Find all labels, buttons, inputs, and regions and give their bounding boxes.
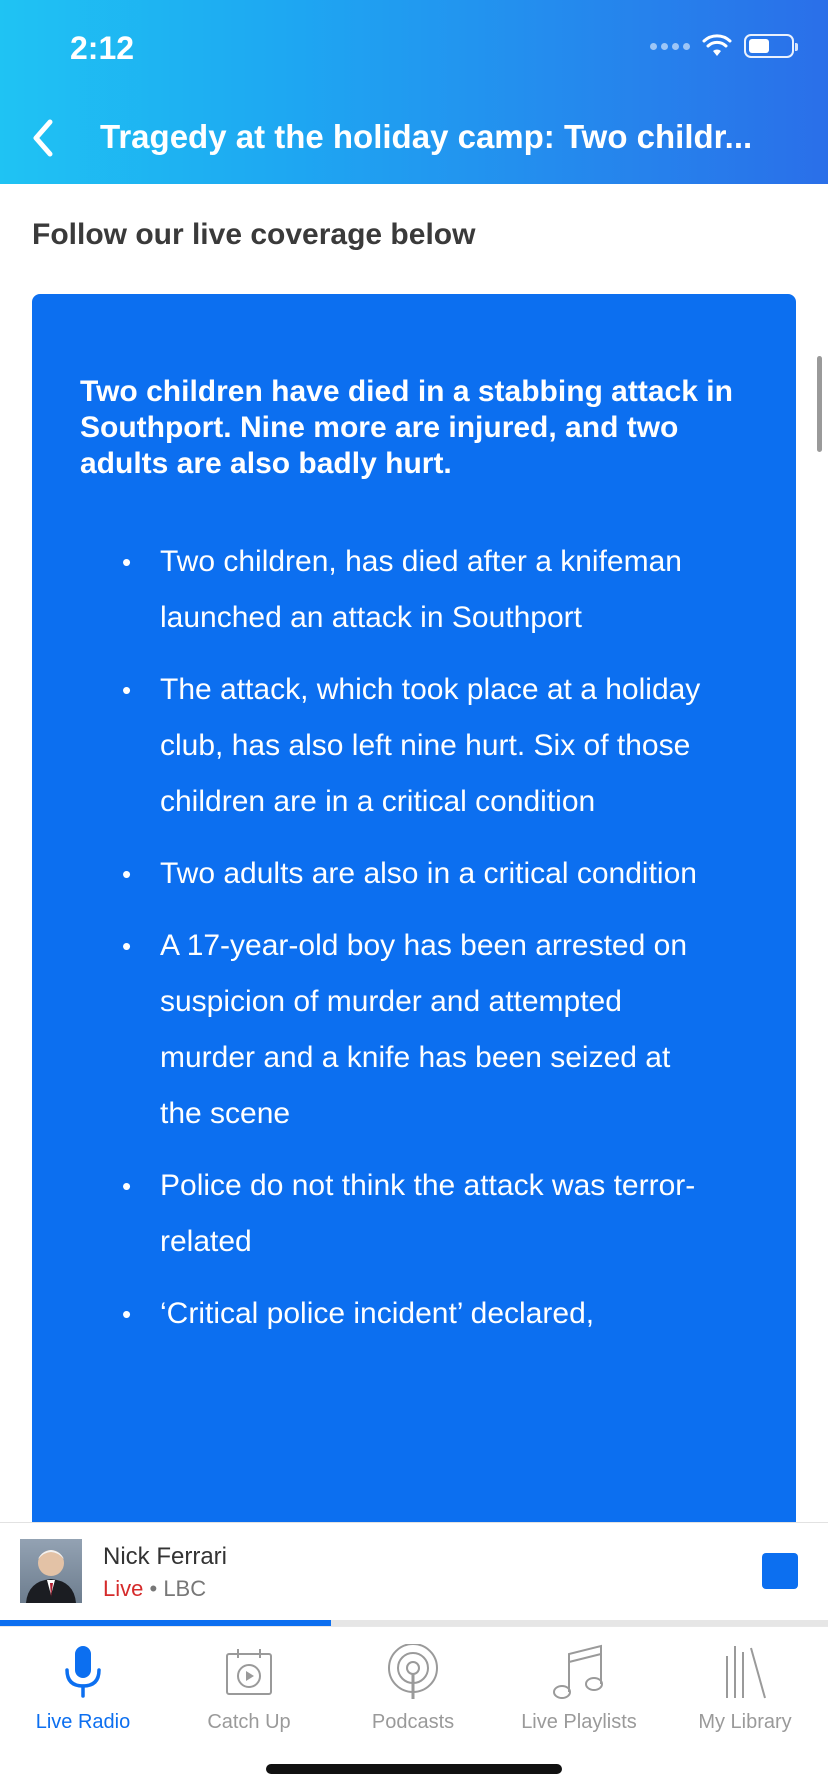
tab-label: Catch Up: [207, 1711, 291, 1733]
list-item: • A 17-year-old boy has been arrested on suspicion of murder and attempted murder and a knife has been seized at the scene: [160, 918, 720, 1142]
chevron-left-icon: [30, 118, 54, 158]
mini-player[interactable]: [0, 1522, 828, 1620]
tab-label: My Library: [698, 1711, 792, 1733]
tab-label: Podcasts: [371, 1711, 455, 1733]
wifi-icon: [702, 34, 732, 58]
tab-label: Live Playlists: [521, 1711, 637, 1733]
microphone-icon: [63, 1644, 103, 1700]
podcast-icon: [385, 1644, 441, 1700]
player-subtitle: [103, 1576, 206, 1602]
card-heading: Two children have died in a stabbing attack in Southport. Nine more are injured, and two adults are also badly hurt.: [80, 375, 733, 480]
summary-card: [32, 294, 796, 1524]
page-title: Tragedy at the holiday camp: Two childr...: [100, 118, 753, 155]
bullet-list: [160, 534, 720, 1358]
scrollbar[interactable]: [817, 356, 822, 452]
music-note-icon: [551, 1642, 607, 1702]
tab-label: Live Radio: [35, 1711, 131, 1733]
signal-icon: [650, 43, 690, 50]
stop-button[interactable]: [762, 1553, 798, 1589]
list-item: • Two adults are also in a critical condition: [160, 846, 720, 902]
home-indicator: [266, 1764, 562, 1774]
list-item: • The attack, which took place at a holiday club, has also left nine hurt. Six of those children are in a critical condition: [160, 662, 720, 830]
status-time: 2:12: [70, 30, 135, 66]
separator-dot: •: [149, 1576, 158, 1601]
back-button[interactable]: [22, 115, 62, 161]
catch-up-icon: [224, 1646, 274, 1698]
live-indicator: Live: [103, 1576, 144, 1601]
tab-podcasts[interactable]: [330, 1637, 496, 1747]
station-name: LBC: [163, 1576, 207, 1601]
follow-coverage-text: Follow our live coverage below: [32, 218, 476, 251]
battery-icon: [744, 34, 794, 58]
status-icons: [650, 34, 794, 58]
library-icon: [721, 1644, 769, 1700]
tab-live-playlists[interactable]: [496, 1637, 662, 1747]
tab-my-library[interactable]: [662, 1637, 828, 1747]
presenter-name: Nick Ferrari: [103, 1543, 227, 1570]
top-header: [0, 0, 828, 184]
presenter-avatar: [20, 1539, 82, 1603]
tab-catch-up[interactable]: [166, 1637, 332, 1747]
tab-live-radio[interactable]: [0, 1637, 166, 1747]
list-item: • Police do not think the attack was terror-related: [160, 1158, 720, 1270]
list-item: • ‘Critical police incident’ declared,: [160, 1286, 720, 1342]
list-item: • Two children, has died after a knifeman launched an attack in Southport: [160, 534, 720, 646]
